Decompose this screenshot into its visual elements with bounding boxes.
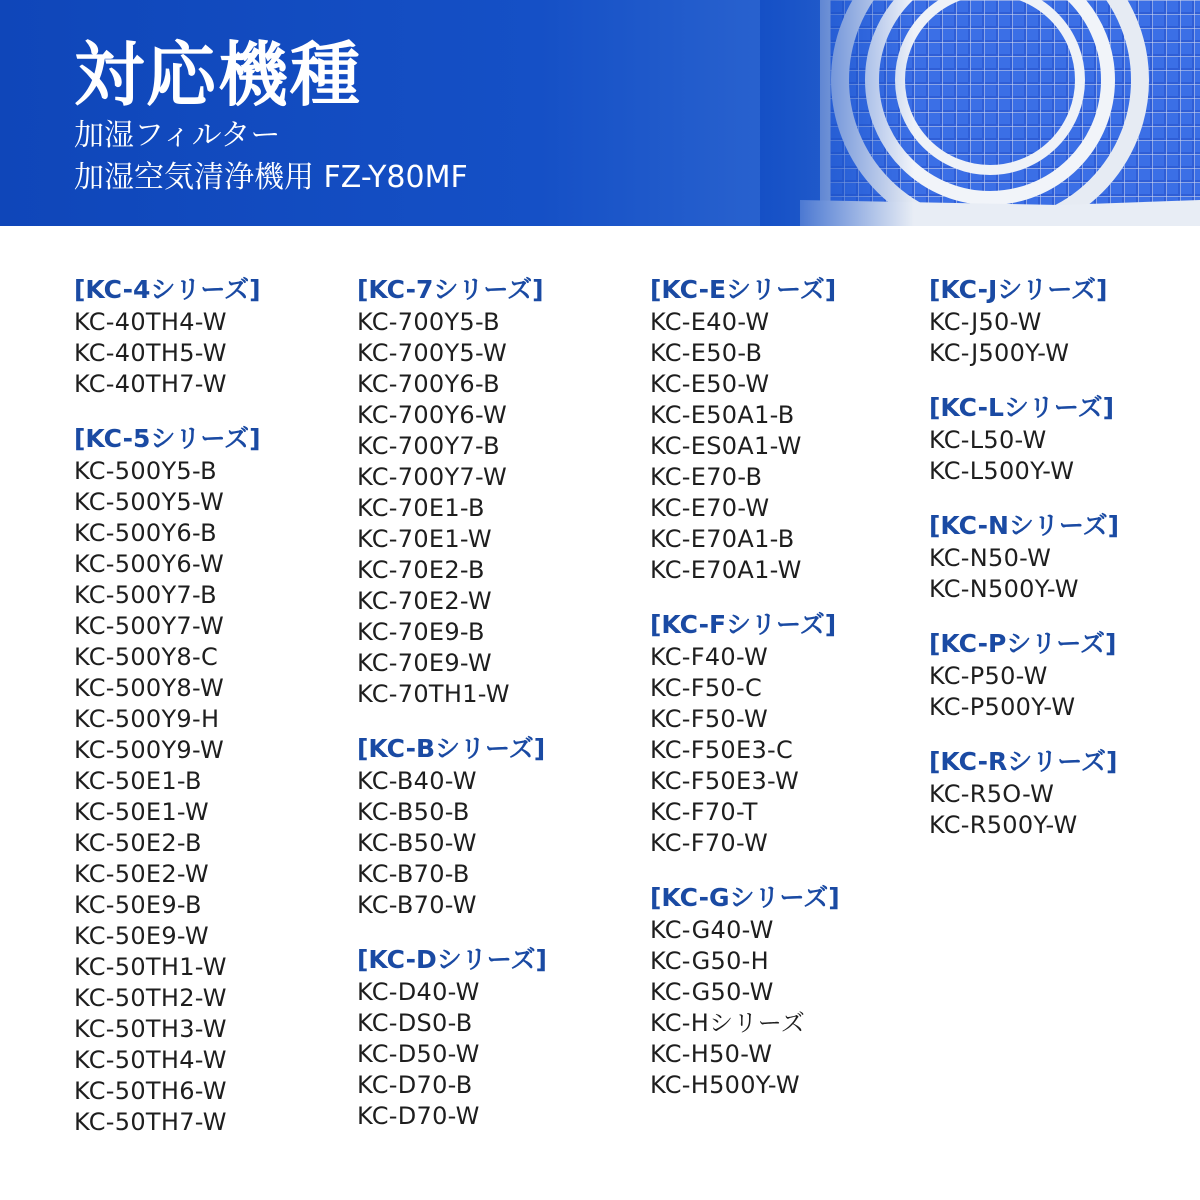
model-item: KC-40TH4-W <box>74 308 227 336</box>
series-title: [KC-Nシリーズ] <box>929 511 1120 540</box>
model-item: KC-N50-W <box>929 544 1052 572</box>
model-item: KC-50E1-B <box>74 767 202 795</box>
model-item: KC-L50-W <box>929 426 1047 454</box>
model-item: KC-F50E3-C <box>650 736 794 764</box>
model-item: KC-500Y9-W <box>74 736 224 764</box>
model-item: KC-R5O-W <box>929 780 1055 808</box>
page-title: 対応機種 <box>74 34 362 116</box>
series-group-kc-5 <box>74 422 261 1138</box>
model-item: KC-50E2-B <box>74 829 202 857</box>
model-item: KC-F50E3-W <box>650 767 800 795</box>
model-item: KC-E70A1-B <box>650 525 795 553</box>
model-item: KC-B70-W <box>357 891 477 919</box>
subtitle-product-type: 加湿フィルター <box>74 118 281 153</box>
model-item: KC-700Y7-W <box>357 463 507 491</box>
model-item: KC-G50-W <box>650 978 774 1006</box>
model-item: KC-F70-W <box>650 829 769 857</box>
model-item: KC-50E1-W <box>74 798 209 826</box>
model-item: KC-70E2-W <box>357 587 492 615</box>
series-group-kc-d <box>357 943 547 1132</box>
model-item: KC-J500Y-W <box>929 339 1070 367</box>
model-item: KC-E70A1-W <box>650 556 802 584</box>
model-item: KC-D70-W <box>357 1102 480 1130</box>
model-item: KC-B40-W <box>357 767 477 795</box>
series-group-kc-4 <box>74 273 261 400</box>
subtitle-product-model: 加湿空気清浄機用 FZ-Y80MF <box>74 160 468 195</box>
model-item: KC-50E9-B <box>74 891 202 919</box>
model-item: KC-700Y5-B <box>357 308 500 336</box>
model-item: KC-50TH1-W <box>74 953 227 981</box>
model-item: KC-50TH7-W <box>74 1108 227 1136</box>
model-item: KC-500Y5-B <box>74 457 217 485</box>
humidifier-filter-icon <box>760 0 1200 226</box>
model-item: KC-J50-W <box>929 308 1042 336</box>
series-group-kc-p <box>929 627 1119 723</box>
model-item: KC-F50-W <box>650 705 769 733</box>
series-title: [KC-Bシリーズ] <box>357 734 546 763</box>
series-group-kc-n <box>929 509 1119 605</box>
model-item: KC-D70-B <box>357 1071 473 1099</box>
series-group-kc-e <box>650 273 840 586</box>
series-title: [KC-Lシリーズ] <box>929 393 1115 422</box>
model-item: KC-H500Y-W <box>650 1071 800 1099</box>
model-item: KC-P500Y-W <box>929 693 1076 721</box>
model-item: KC-70E9-W <box>357 649 492 677</box>
series-title: [KC-5シリーズ] <box>74 424 261 453</box>
model-item: KC-E50A1-B <box>650 401 795 429</box>
model-item: KC-F40-W <box>650 643 769 671</box>
model-item: KC-50TH6-W <box>74 1077 227 1105</box>
model-item: KC-DS0-B <box>357 1009 473 1037</box>
model-item: KC-B70-B <box>357 860 470 888</box>
model-item: KC-L500Y-W <box>929 457 1075 485</box>
model-item: KC-500Y7-B <box>74 581 217 609</box>
model-item: KC-70E1-B <box>357 494 485 522</box>
model-item: KC-D50-W <box>357 1040 480 1068</box>
model-item: KC-H50-W <box>650 1040 773 1068</box>
series-title: [KC-Dシリーズ] <box>357 945 547 974</box>
model-item: KC-500Y5-W <box>74 488 224 516</box>
model-item: KC-E50-W <box>650 370 770 398</box>
series-title: [KC-Gシリーズ] <box>650 883 840 912</box>
model-item: KC-70E1-W <box>357 525 492 553</box>
model-item: KC-R500Y-W <box>929 811 1078 839</box>
model-column-2 <box>357 273 547 1154</box>
model-item: KC-700Y7-B <box>357 432 500 460</box>
series-group-kc-l <box>929 391 1119 487</box>
model-item: KC-500Y7-W <box>74 612 224 640</box>
series-title: [KC-Eシリーズ] <box>650 275 837 304</box>
model-item: KC-500Y8-W <box>74 674 224 702</box>
model-item: KC-B50-W <box>357 829 477 857</box>
model-item: KC-500Y9-H <box>74 705 220 733</box>
model-item: KC-50TH2-W <box>74 984 227 1012</box>
model-item: KC-50TH4-W <box>74 1046 227 1074</box>
model-item: KC-50E9-W <box>74 922 209 950</box>
model-item: KC-E50-B <box>650 339 763 367</box>
model-column-3 <box>650 273 840 1123</box>
model-item: KC-700Y6-W <box>357 401 507 429</box>
model-item: KC-70E2-B <box>357 556 485 584</box>
series-title: [KC-Rシリーズ] <box>929 747 1118 776</box>
model-column-4 <box>929 273 1119 863</box>
series-title: [KC-Jシリーズ] <box>929 275 1108 304</box>
model-item: KC-F70-T <box>650 798 758 826</box>
model-item: KC-G50-H <box>650 947 769 975</box>
model-item: KC-50E2-W <box>74 860 209 888</box>
series-title: [KC-4シリーズ] <box>74 275 261 304</box>
model-item: KC-E70-W <box>650 494 770 522</box>
model-item: KC-G40-W <box>650 916 774 944</box>
model-column-1 <box>74 273 261 1160</box>
model-item: KC-40TH7-W <box>74 370 227 398</box>
model-item: KC-40TH5-W <box>74 339 227 367</box>
model-item: KC-Hシリーズ <box>650 1009 806 1037</box>
series-group-kc-r <box>929 745 1119 841</box>
model-item: KC-700Y6-B <box>357 370 500 398</box>
series-group-kc-f <box>650 608 840 859</box>
series-title: [KC-7シリーズ] <box>357 275 544 304</box>
model-item: KC-F50-C <box>650 674 763 702</box>
model-item: KC-70E9-B <box>357 618 485 646</box>
model-item: KC-B50-B <box>357 798 470 826</box>
model-item: KC-D40-W <box>357 978 480 1006</box>
model-item: KC-P50-W <box>929 662 1048 690</box>
model-item: KC-N500Y-W <box>929 575 1079 603</box>
header-banner <box>0 0 1200 226</box>
model-item: KC-50TH3-W <box>74 1015 227 1043</box>
series-group-kc-7 <box>357 273 547 710</box>
series-group-kc-j <box>929 273 1119 369</box>
model-item: KC-E70-B <box>650 463 763 491</box>
series-group-kc-g <box>650 881 840 1101</box>
model-item: KC-500Y6-W <box>74 550 224 578</box>
model-item: KC-E40-W <box>650 308 770 336</box>
series-group-kc-b <box>357 732 547 921</box>
model-item: KC-ES0A1-W <box>650 432 802 460</box>
series-title: [KC-Fシリーズ] <box>650 610 837 639</box>
model-item: KC-500Y6-B <box>74 519 217 547</box>
model-item: KC-500Y8-C <box>74 643 218 671</box>
model-item: KC-70TH1-W <box>357 680 510 708</box>
series-title: [KC-Pシリーズ] <box>929 629 1117 658</box>
model-item: KC-700Y5-W <box>357 339 507 367</box>
